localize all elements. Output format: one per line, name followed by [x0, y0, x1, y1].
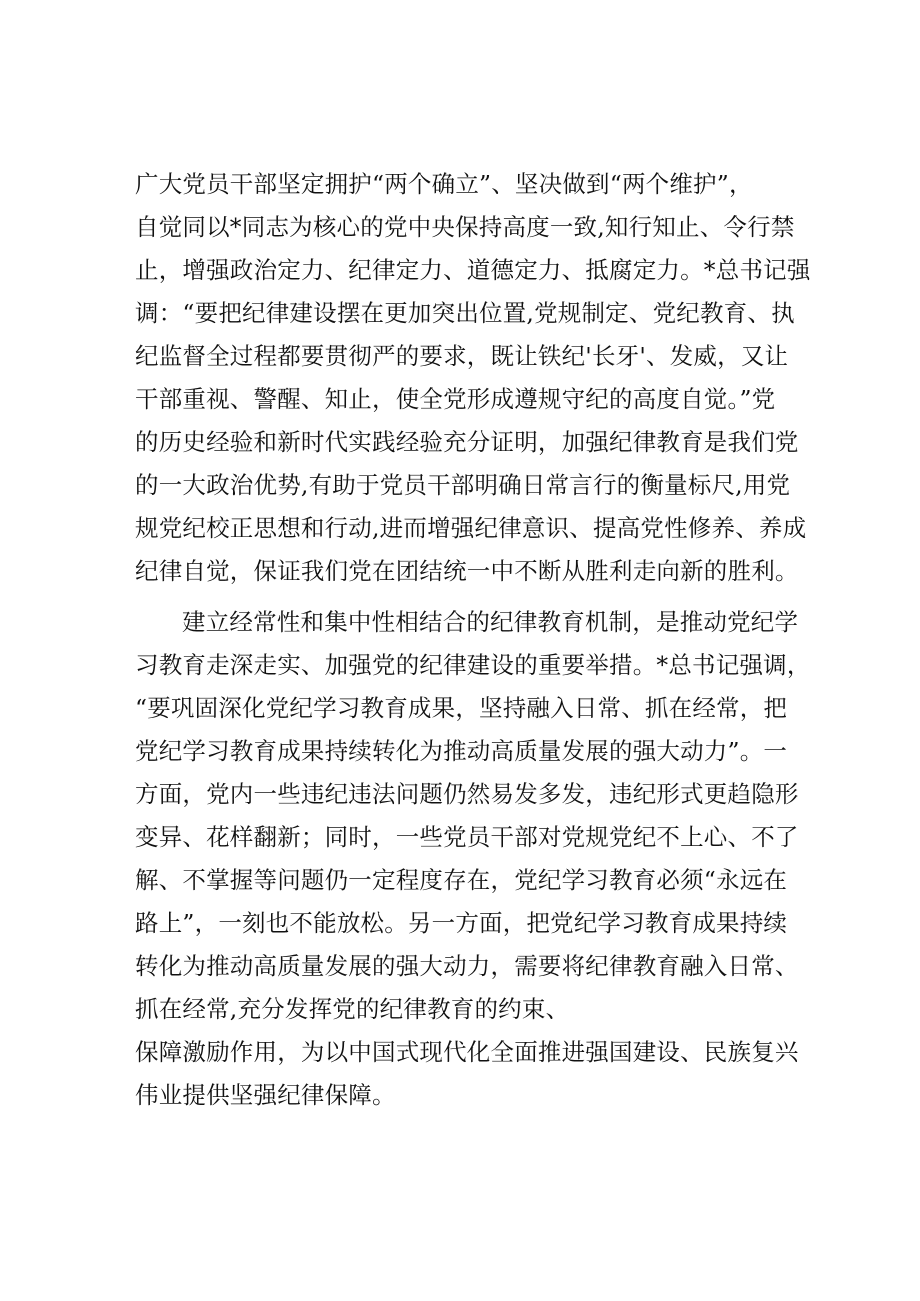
text-line: 广大党员干部坚定拥护“两个确立”、坚决做到“两个维护”，	[135, 170, 753, 198]
text-line: 纪律自觉，保证我们党在团结统一中不断从胜利走向新的胜利。	[135, 557, 799, 585]
text-line: 调：“要把纪律建设摆在更加突出位置,党规制定、党纪教育、执	[135, 299, 795, 327]
text-line: 的历史经验和新时代实践经验充分证明，加强纪律教育是我们党	[135, 428, 799, 456]
text-line: 的一大政治优势,有助于党员干部明确日常言行的衡量标尺,用党	[135, 471, 791, 499]
text-line: 自觉同以*同志为核心的党中央保持高度一致,知行知止、令行禁	[135, 213, 795, 241]
text-line: 路上”，一刻也不能放松。另一方面，把党纪学习教育成果持续	[135, 909, 788, 937]
text-line: 伟业提供坚强纪律保障。	[135, 1081, 396, 1109]
text-line: 纪监督全过程都要贯彻严的要求，既让铁纪'长牙'、发威，又让	[135, 342, 789, 370]
text-line: 转化为推动高质量发展的强大动力，需要将纪律教育融入日常、	[135, 952, 799, 980]
text-line: 规党纪校正思想和行动,进而增强纪律意识、提高党性修养、养成	[135, 514, 807, 542]
text-line: 干部重视、警醒、知止，使全党形成遵规守纪的高度自觉。”党	[135, 385, 776, 413]
text-line: 党纪学习教育成果持续转化为推动高质量发展的强大动力”。一	[135, 737, 788, 765]
text-line: 止，增强政治定力、纪律定力、道德定力、抵腐定力。*总书记强	[135, 256, 811, 284]
text-line: “要巩固深化党纪学习教育成果，坚持融入日常、抓在经常，把	[135, 694, 788, 722]
text-line: 抓在经常,充分发挥党的纪律教育的约束、	[135, 995, 570, 1023]
text-line: 解、不掌握等问题仍一定程度存在，党纪学习教育必须“永远在	[135, 866, 788, 894]
text-line: 保障激励作用，为以中国式现代化全面推进强国建设、民族复兴	[135, 1038, 799, 1066]
text-line: 方面，党内一些违纪违法问题仍然易发多发，违纪形式更趋隐形	[135, 780, 799, 808]
text-line: 习教育走深走实、加强党的纪律建设的重要举措。*总书记强调，	[135, 651, 811, 679]
paragraph-first-line: 建立经常性和集中性相结合的纪律教育机制，是推动党纪学	[182, 608, 799, 636]
text-line: 变异、花样翻新；同时，一些党员干部对党规党纪不上心、不了	[135, 823, 799, 851]
